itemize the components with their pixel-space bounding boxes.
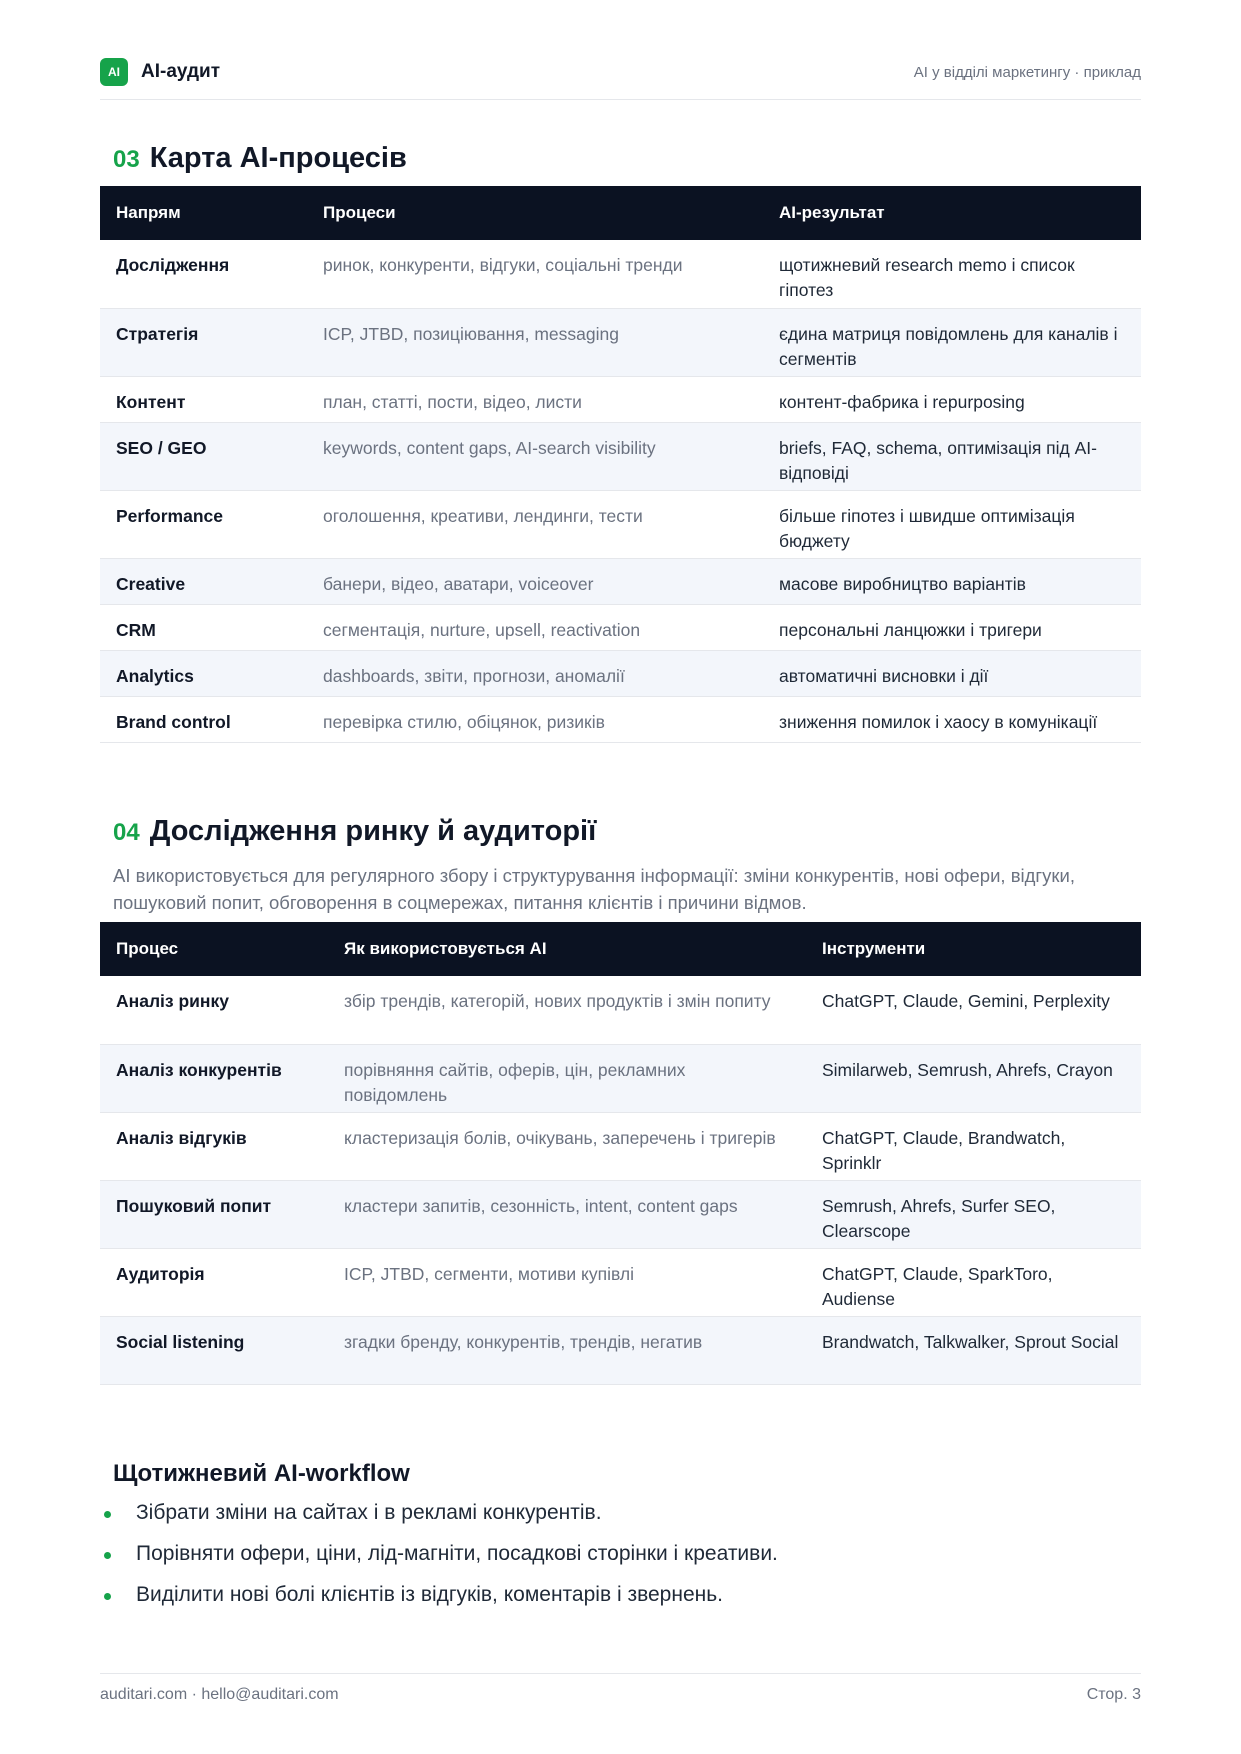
row-process: ринок, конкуренти, відгуки, соціальні тренди: [307, 240, 763, 308]
column-header: Процеси: [307, 186, 763, 240]
row-process: банери, відео, аватари, voiceover: [307, 558, 763, 604]
row-result: контент-фабрика і repurposing: [763, 376, 1141, 422]
row-label: Аналіз конкурентів: [100, 1044, 328, 1112]
table-row: [100, 308, 1141, 376]
table-row: [100, 376, 1141, 422]
row-label: Дослідження: [100, 240, 307, 308]
list-item-text: Порівняти офери, ціни, лід-магніти, посадкові сторінки і креативи.: [136, 1542, 778, 1565]
section-number: 04: [113, 819, 140, 846]
row-result: щотижневий research memo і список гіпотез: [763, 240, 1141, 308]
table-row: [100, 558, 1141, 604]
workflow-title: Щотижневий AI-workflow: [113, 1460, 410, 1487]
section-heading: Дослідження ринку й аудиторії: [149, 815, 597, 847]
row-result: єдина матриця повідомлень для каналів і сегментів: [763, 308, 1141, 376]
row-label: Пошуковий попит: [100, 1180, 328, 1248]
section-description: AI використовується для регулярного збору і структурування інформації: зміни конкурентів, нові офери, відгуки, пошуковий попит, обговорення в соцмережах, питання клієнтів і причини відмов.: [113, 865, 1075, 913]
list-item: [100, 1538, 1141, 1579]
page-footer: [100, 1673, 1141, 1703]
table-header-row: [100, 186, 1141, 240]
row-label: CRM: [100, 604, 307, 650]
column-header: AI-результат: [763, 186, 1141, 240]
row-process: перевірка стилю, обіцянок, ризиків: [307, 696, 763, 742]
table-row: [100, 1180, 1141, 1248]
row-label: Social listening: [100, 1316, 328, 1384]
table-row: [100, 604, 1141, 650]
row-process: ICP, JTBD, позиціювання, messaging: [307, 308, 763, 376]
market-research-table: [100, 922, 1141, 1385]
table-row: [100, 1316, 1141, 1384]
row-process: dashboards, звіти, прогнози, аномалії: [307, 650, 763, 696]
table-row: [100, 1044, 1141, 1112]
row-label: Стратегія: [100, 308, 307, 376]
row-process: оголошення, креативи, лендинги, тести: [307, 490, 763, 558]
section-number: 03: [113, 146, 140, 173]
row-process: ICP, JTBD, сегменти, мотиви купівлі: [328, 1248, 806, 1316]
bullet-icon: [104, 1511, 111, 1518]
table-row: [100, 490, 1141, 558]
row-label: Контент: [100, 376, 307, 422]
row-process: кластери запитів, сезонність, intent, content gaps: [328, 1180, 806, 1248]
table-row: [100, 976, 1141, 1044]
row-result: ChatGPT, Claude, Brandwatch, Sprinklr: [806, 1112, 1141, 1180]
page-number: Стор. 3: [1086, 1686, 1141, 1703]
section-heading: Карта AI-процесів: [149, 142, 407, 174]
ai-process-map-table: [100, 186, 1141, 743]
table-row: [100, 1112, 1141, 1180]
list-item: [100, 1497, 1141, 1538]
table-row: [100, 1248, 1141, 1316]
row-result: briefs, FAQ, schema, оптимізація під AI-відповіді: [763, 422, 1141, 490]
row-result: більше гіпотез і швидше оптимізація бюджету: [763, 490, 1141, 558]
list-item-text: Зібрати зміни на сайтах і в рекламі конкурентів.: [136, 1501, 602, 1524]
row-label: Аудиторія: [100, 1248, 328, 1316]
bullet-icon: [104, 1552, 111, 1559]
row-label: Brand control: [100, 696, 307, 742]
column-header: Процес: [100, 922, 328, 976]
row-process: план, статті, пости, відео, листи: [307, 376, 763, 422]
list-item: [100, 1579, 1141, 1620]
column-header: Напрям: [100, 186, 307, 240]
row-result: зниження помилок і хаосу в комунікації: [763, 696, 1141, 742]
row-result: автоматичні висновки і дії: [763, 650, 1141, 696]
table-row: [100, 696, 1141, 742]
row-process: збір трендів, категорій, нових продуктів і змін попиту: [328, 976, 806, 1044]
column-header: Як використовується AI: [328, 922, 806, 976]
row-result: масове виробництво варіантів: [763, 558, 1141, 604]
brand-name: AI-аудит: [141, 61, 221, 82]
row-label: Аналіз ринку: [100, 976, 328, 1044]
logo-badge: AI: [100, 58, 128, 86]
page-header: [100, 58, 1141, 100]
table-row: [100, 650, 1141, 696]
row-label: Analytics: [100, 650, 307, 696]
row-label: Performance: [100, 490, 307, 558]
column-header: Інструменти: [806, 922, 1141, 976]
row-process: keywords, content gaps, AI-search visibility: [307, 422, 763, 490]
row-result: Semrush, Ahrefs, Surfer SEO, Clearscope: [806, 1180, 1141, 1248]
row-process: порівняння сайтів, оферів, цін, рекламних повідомлень: [328, 1044, 806, 1112]
table-row: [100, 422, 1141, 490]
section-04-title: [113, 815, 596, 848]
row-result: персональні ланцюжки і тригери: [763, 604, 1141, 650]
workflow-list: [100, 1497, 1141, 1620]
row-label: SEO / GEO: [100, 422, 307, 490]
document-page: [100, 0, 1141, 1754]
row-process: сегментація, nurture, upsell, reactivation: [307, 604, 763, 650]
header-subtitle: AI у відділі маркетингу · приклад: [913, 64, 1141, 81]
row-result: ChatGPT, Claude, SparkToro, Audiense: [806, 1248, 1141, 1316]
row-label: Creative: [100, 558, 307, 604]
section-03-title: [113, 142, 407, 175]
footer-contacts: auditari.com · hello@auditari.com: [100, 1686, 339, 1703]
row-result: Similarweb, Semrush, Ahrefs, Crayon: [806, 1044, 1141, 1112]
row-result: ChatGPT, Claude, Gemini, Perplexity: [806, 976, 1141, 1044]
row-label: Аналіз відгуків: [100, 1112, 328, 1180]
row-process: кластеризація болів, очікувань, заперечень і тригерів: [328, 1112, 806, 1180]
list-item-text: Виділити нові болі клієнтів із відгуків, коментарів і звернень.: [136, 1583, 723, 1606]
table-header-row: [100, 922, 1141, 976]
row-process: згадки бренду, конкурентів, трендів, негатив: [328, 1316, 806, 1384]
row-result: Brandwatch, Talkwalker, Sprout Social: [806, 1316, 1141, 1384]
bullet-icon: [104, 1593, 111, 1600]
table-row: [100, 240, 1141, 308]
